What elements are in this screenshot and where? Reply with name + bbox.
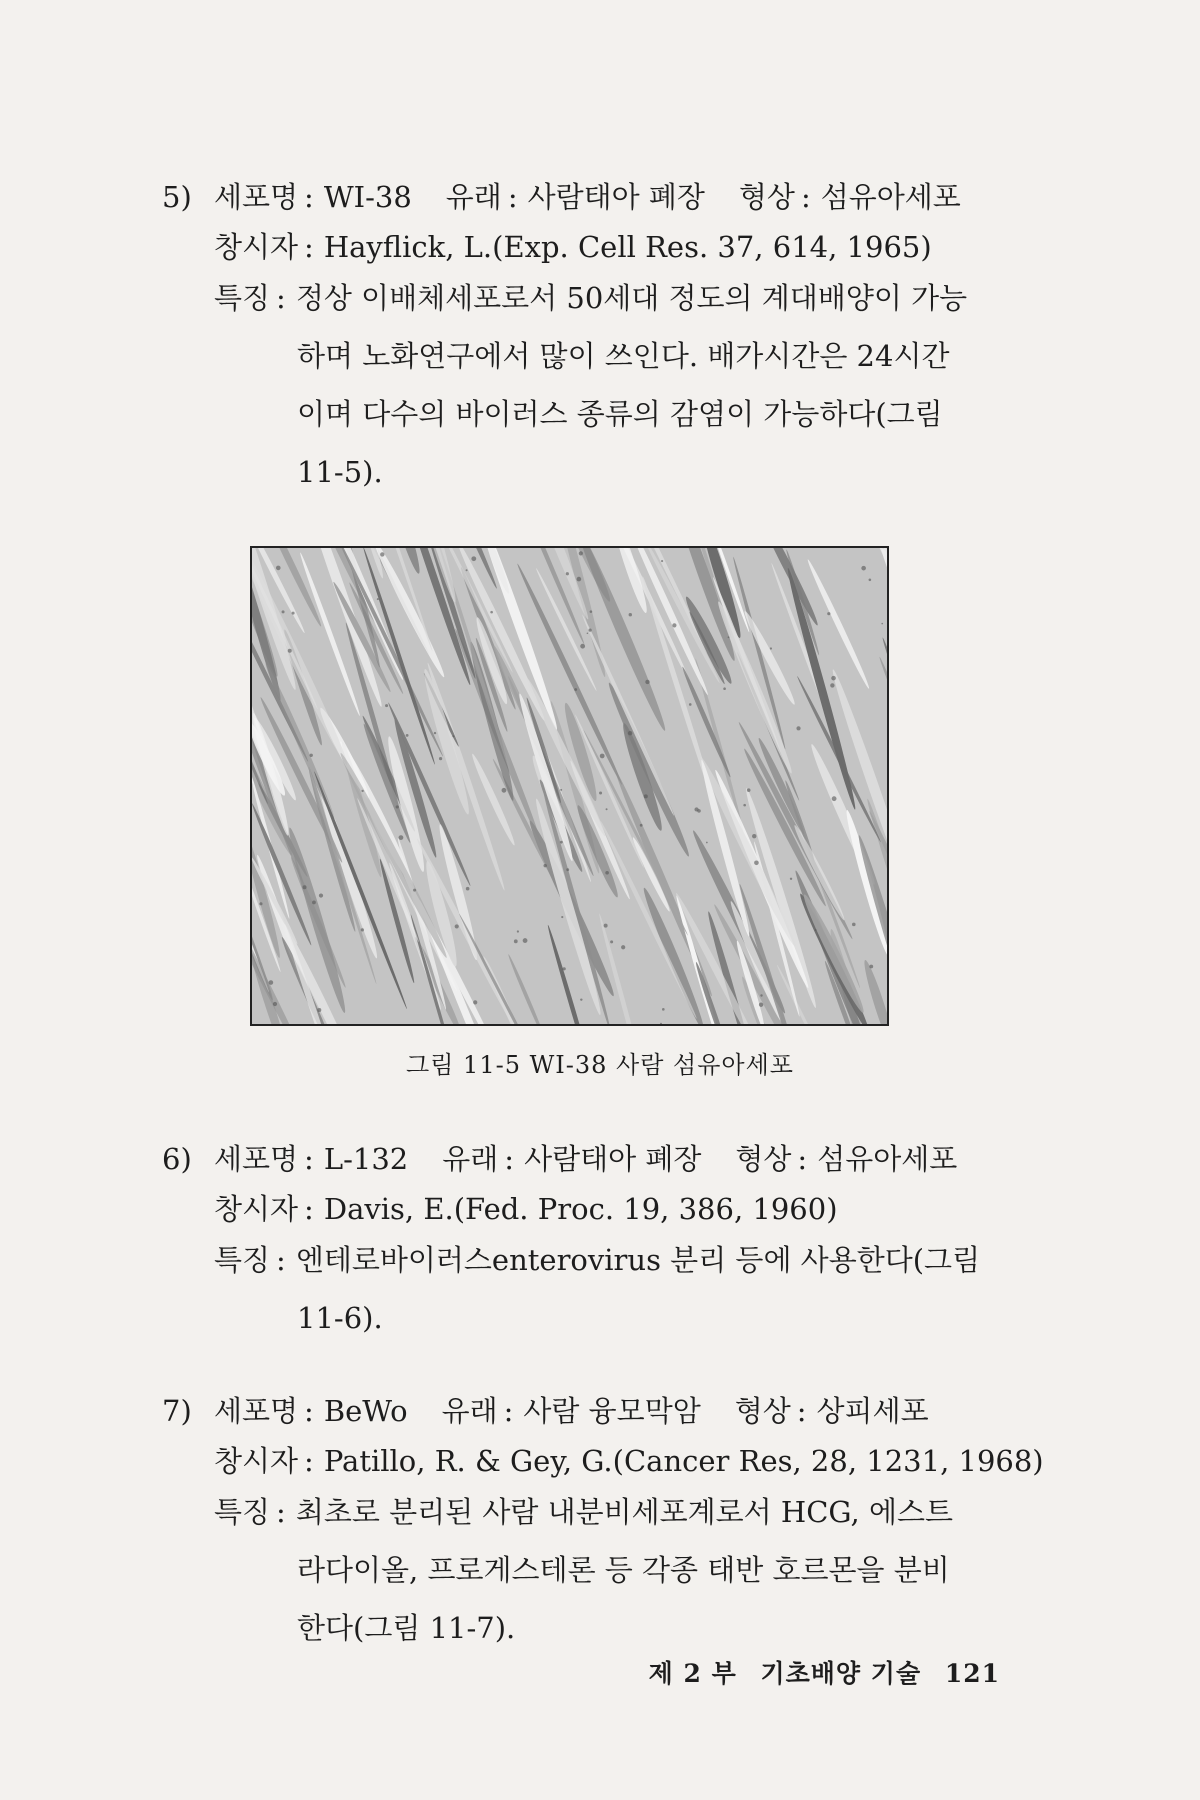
- feature-line: 11-6).: [297, 1301, 383, 1335]
- cell-shape: 섬유아세포: [820, 180, 961, 214]
- feature-line: 11-5).: [297, 455, 383, 489]
- founder-citation: Davis, E.(Fed. Proc. 19, 386, 1960): [323, 1191, 838, 1226]
- entry-7-founder: 창시자 : Patillo, R. & Gey, G.(Cancer Res, 28, 1231, 1968): [162, 1440, 1062, 1484]
- feature-line: 정상 이배체세포로서 50세대 정도의 계대배양이 가능: [295, 281, 968, 315]
- entry-6-header: 6) 세포명 : L-132 유래 : 사람태아 폐장 형상 : 섬유아세포: [162, 1138, 1062, 1182]
- entry-7-feature: 특징 : 최초로 분리된 사람 내분비세포계로서 HCG, 에스트: [162, 1483, 1062, 1541]
- shape-label: 형상: [738, 180, 795, 214]
- feature-line: 한다(그림 11-7).: [297, 1611, 516, 1645]
- founder-label: 창시자: [214, 1443, 299, 1478]
- founder-label: 창시자: [214, 229, 299, 264]
- entry-6-founder: 창시자 : Davis, E.(Fed. Proc. 19, 386, 1960): [162, 1188, 1062, 1232]
- cell-shape: 섬유아세포: [817, 1142, 958, 1176]
- entry-6-feature: 특징 : 엔테로바이러스enterovirus 분리 등에 사용한다(그림: [162, 1231, 1062, 1289]
- name-label: 세포명: [214, 1394, 299, 1428]
- shape-label: 형상: [734, 1394, 791, 1428]
- entry-5-header: 5) 세포명 : WI-38 유래 : 사람태아 폐장 형상 : 섬유아세포: [162, 176, 1062, 220]
- cell-origin: 사람태아 폐장: [524, 1142, 702, 1176]
- cell-name: BeWo: [323, 1394, 408, 1428]
- entry-number: 7): [162, 1394, 192, 1428]
- founder-label: 창시자: [214, 1191, 299, 1226]
- origin-label: 유래: [441, 1394, 498, 1428]
- feature-line: 라다이올, 프로게스테론 등 각종 태반 호르몬을 분비: [297, 1553, 950, 1587]
- entry-number: 6): [162, 1142, 192, 1176]
- page-footer: [635, 1654, 1000, 1690]
- founder-citation: Hayflick, L.(Exp. Cell Res. 37, 614, 1965): [323, 229, 932, 264]
- cell-origin: 사람태아 폐장: [527, 180, 705, 214]
- feature-line: 최초로 분리된 사람 내분비세포계로서 HCG, 에스트: [295, 1495, 954, 1529]
- feature-line: 이며 다수의 바이러스 종류의 감염이 가능하다(그림: [297, 397, 943, 431]
- cell-entry-7: [162, 1390, 1062, 1657]
- figure-caption: 그림 11-5 WI-38 사람 섬유아세포: [406, 1051, 794, 1079]
- page-number: 121: [944, 1659, 1000, 1688]
- name-label: 세포명: [214, 1142, 299, 1176]
- part-label: 제 2 부: [648, 1659, 737, 1688]
- cell-entry-6: [162, 1138, 1062, 1347]
- micrograph-figure: [250, 546, 889, 1026]
- cell-shape: 상피세포: [816, 1394, 929, 1428]
- feature-label: 특징: [214, 1495, 271, 1529]
- name-label: 세포명: [214, 180, 299, 214]
- feature-line: 하며 노화연구에서 많이 쓰인다. 배가시간은 24시간: [297, 339, 950, 373]
- feature-label: 특징: [214, 281, 271, 315]
- cell-name: WI-38: [323, 180, 412, 214]
- feature-label: 특징: [214, 1243, 271, 1277]
- entry-7-header: 7) 세포명 : BeWo 유래 : 사람 융모막암 형상 : 상피세포: [162, 1390, 1062, 1434]
- cell-entry-5: [162, 176, 1062, 501]
- feature-line: 엔테로바이러스enterovirus 분리 등에 사용한다(그림: [295, 1243, 981, 1277]
- entry-5-feature: 특징 : 정상 이배체세포로서 50세대 정도의 계대배양이 가능: [162, 269, 1062, 327]
- origin-label: 유래: [442, 1142, 499, 1176]
- cell-name: L-132: [323, 1142, 409, 1176]
- fibroblast-micrograph: [252, 548, 887, 1024]
- entry-5-founder: 창시자 : Hayflick, L.(Exp. Cell Res. 37, 614, 1965): [162, 226, 1062, 270]
- entry-number: 5): [162, 180, 192, 214]
- origin-label: 유래: [445, 180, 502, 214]
- shape-label: 형상: [735, 1142, 792, 1176]
- founder-citation: Patillo, R. & Gey, G.(Cancer Res, 28, 1231, 1968): [323, 1443, 1044, 1478]
- chapter-title: 기초배양 기술: [760, 1659, 922, 1688]
- cell-origin: 사람 융모막암: [523, 1394, 701, 1428]
